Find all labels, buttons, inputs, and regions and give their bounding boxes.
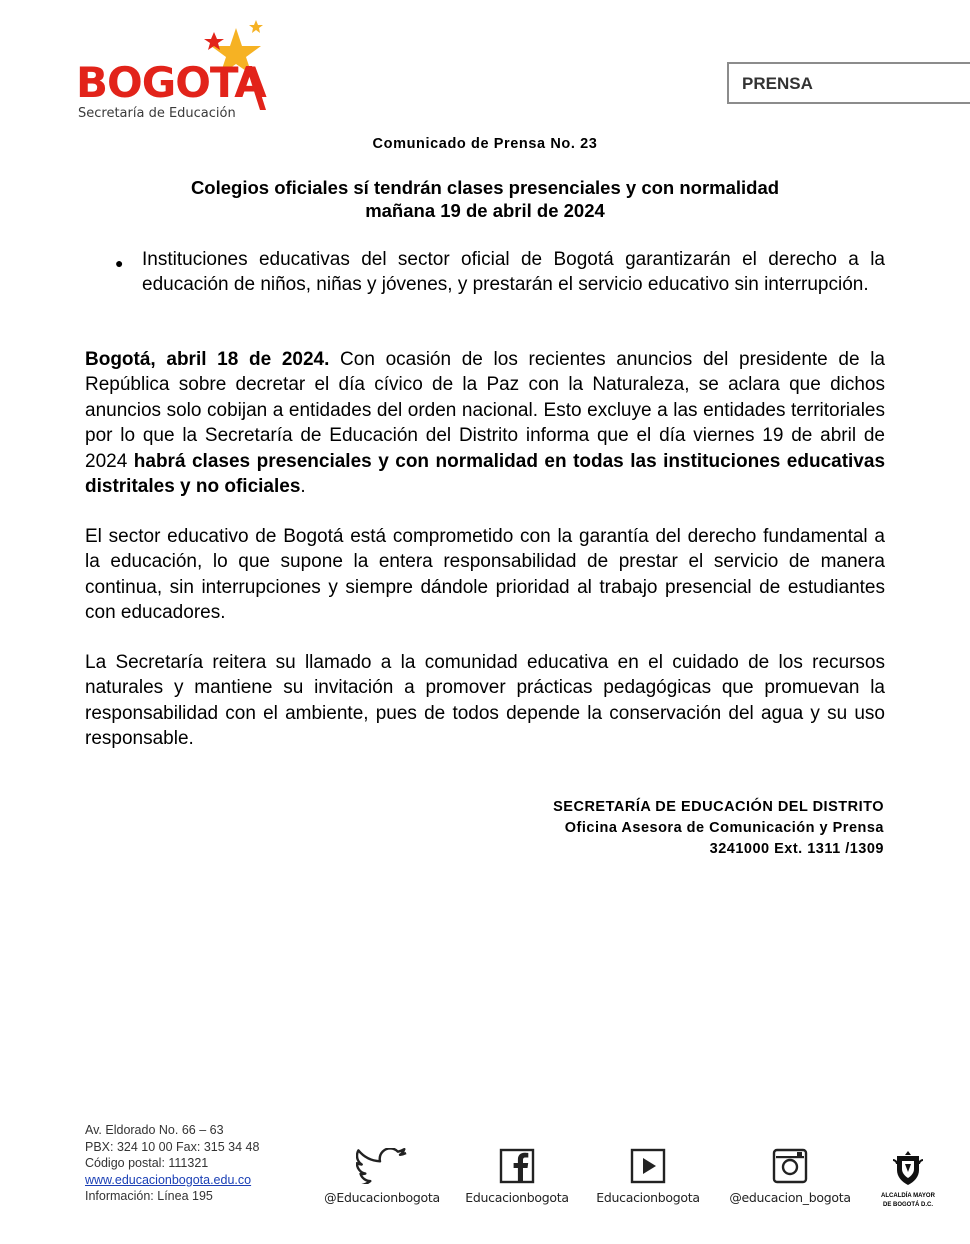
signature-line-3: 3241000 Ext. 1311 /1309 [709, 841, 884, 857]
bogota-logo [76, 18, 276, 128]
bullet-icon: ● [115, 255, 124, 271]
phones: PBX: 324 10 00 Fax: 315 34 48 [85, 1139, 260, 1154]
coat-of-arms-icon [892, 1150, 924, 1186]
paragraph-1 [85, 347, 885, 499]
social-twitter[interactable] [322, 1148, 442, 1205]
postal-code: Código postal: 111321 [85, 1156, 209, 1170]
alcaldia-logo [878, 1150, 938, 1209]
dateline: Bogotá, abril 18 de 2024. [85, 349, 330, 370]
headline-line-2: mañana 19 de abril de 2024 [365, 200, 605, 221]
instagram-handle: @educacion_bogota [729, 1190, 851, 1205]
signature-block [553, 797, 884, 860]
facebook-icon [499, 1148, 535, 1184]
twitter-icon [356, 1148, 408, 1184]
section-label-box [727, 62, 970, 104]
social-facebook[interactable] [457, 1148, 577, 1205]
social-youtube[interactable] [588, 1148, 708, 1205]
paragraph-1-end: . [300, 476, 306, 498]
website-link[interactable]: www.educacionbogota.edu.co [85, 1172, 252, 1187]
signature-line-1: SECRETARÍA DE EDUCACIÓN DEL DISTRITO [553, 799, 884, 815]
facebook-handle: Educacionbogota [465, 1190, 569, 1205]
bullet-text: Instituciones educativas del sector oficial de Bogotá garantizarán el derecho a la educación de niños, niñas y jóvenes, y prestarán el servicio educativo sin interrupción. [142, 249, 885, 295]
paragraph-3: La Secretaría reitera su llamado a la comunidad educativa en el cuidado de los recursos naturales y mantiene su invitación a promover prácticas pedagógicas que promuevan la responsabilidad con el ambiente, pues de todos depende la conservación del agua y su uso responsable. [85, 652, 885, 750]
alcaldia-line-1: ALCALDÍA MAYOR [881, 1193, 935, 1199]
paragraph-1-emphasis: habrá clases presenciales y con normalidad en todas las instituciones educativas distritales y no oficiales [85, 450, 886, 498]
summary-bullets [85, 247, 885, 297]
paragraph-1-text: Con ocasión de los recientes anuncios del presidente de la República sobre decretar el día cívico de la Paz con la Naturaleza, se aclara que dichos anuncios solo cobijan a entidades del orden nacional. Esto excluye a las entidades territoriales por lo que la Secretaría de Educación del Distrito informa que el día viernes 19 de abril de 2024 [85, 349, 885, 472]
release-number: Comunicado de Prensa No. 23 [372, 136, 598, 152]
logo-wordmark: BOGOTA [76, 58, 266, 107]
address: Av. Eldorado No. 66 – 63 [85, 1123, 224, 1137]
headline-line-1: Colegios oficiales sí tendrán clases presenciales y con normalidad [190, 177, 780, 198]
contact-info [85, 1122, 259, 1205]
twitter-handle: @Educacionbogota [324, 1190, 440, 1205]
youtube-handle: Educacionbogota [596, 1190, 700, 1205]
signature-line-2: Oficina Asesora de Comunicación y Prensa [564, 820, 884, 836]
section-label: PRENSA [742, 74, 813, 93]
logo-subtitle: Secretaría de Educación [78, 106, 236, 121]
info-line: Información: Línea 195 [85, 1189, 213, 1203]
alcaldia-line-2: DE BOGOTÁ D.C. [882, 1202, 933, 1208]
bullet-item [85, 247, 885, 297]
headline [85, 176, 885, 222]
instagram-icon [772, 1148, 808, 1184]
social-instagram[interactable] [725, 1148, 855, 1205]
paragraph-2: El sector educativo de Bogotá está comprometido con la garantía del derecho fundamental a la educación, lo que supone la entera responsabilidad de prestar el servicio de manera continua, sin interrupciones y siempre dándole prioridad al trabajo presencial de estudiantes con educadores. [85, 526, 885, 624]
youtube-icon [630, 1148, 666, 1184]
